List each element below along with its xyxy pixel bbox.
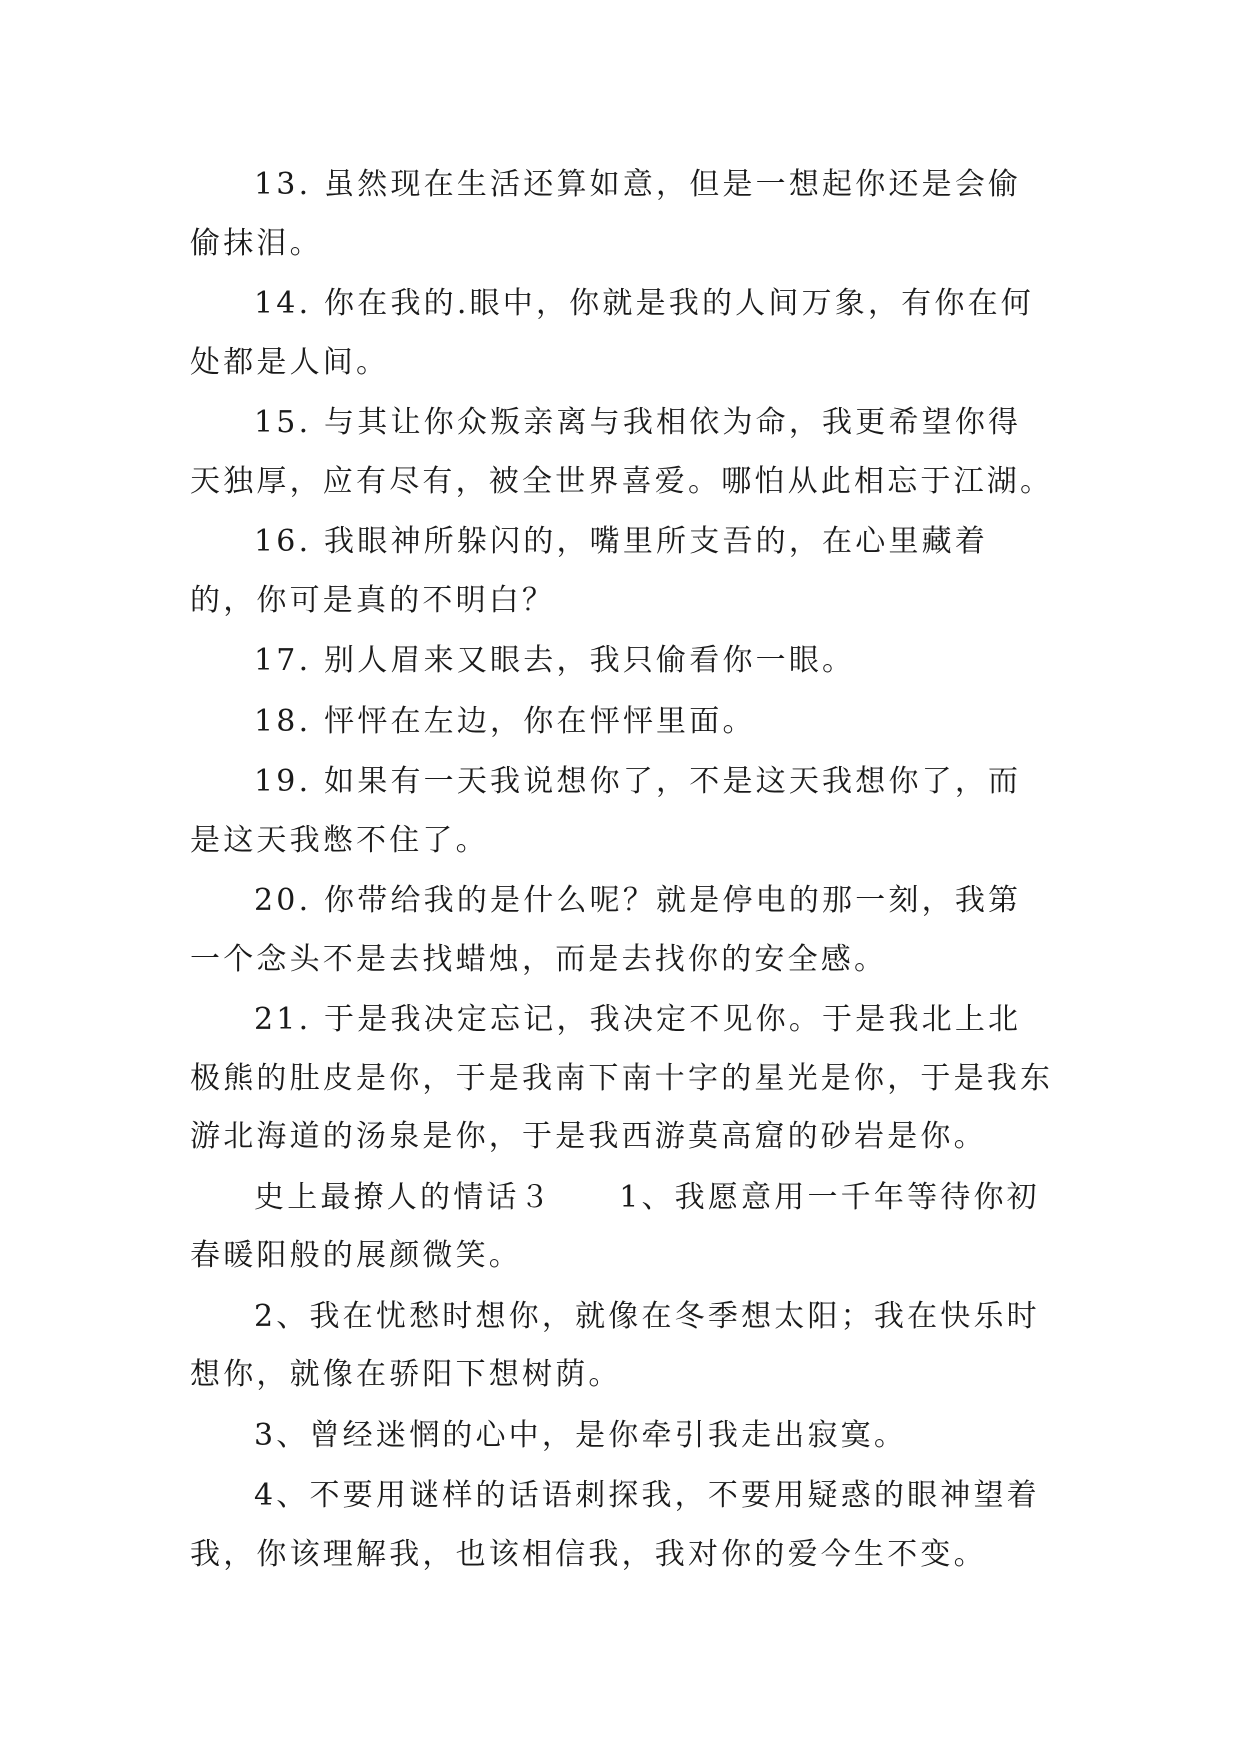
document-body (190, 156, 1054, 1586)
paragraph: 3、曾经迷惘的心中，是你牵引我走出寂寞。 (254, 1417, 908, 1453)
paragraph: 17. 别人眉来又眼去，我只偷看你一眼。 (254, 643, 856, 678)
paragraph: 21. 于是我决定忘记，我决定不见你。于是我北上北极熊的肚皮是你，于是我南下南十字的星光是你，于是我东游北海道的汤泉是你，于是我西游莫高窟的砂岩是你。 (190, 1002, 1054, 1154)
paragraph: 16. 我眼神所躲闪的，嘴里所支吾的，在心里藏着的，你可是真的不明白？ (190, 524, 989, 618)
section-paragraph: 史上最撩人的情话３ 1、我愿意用一千年等待你初春暖阳般的展颜微笑。 (190, 1179, 1040, 1273)
paragraph: 20. 你带给我的是什么呢？就是停电的那一刻，我第一个念头不是去找蜡烛，而是去找你的安全感。 (190, 883, 1022, 977)
paragraph: 18. 怦怦在左边，你在怦怦里面。 (254, 703, 756, 739)
paragraph: 19. 如果有一天我说想你了，不是这天我想你了，而是这天我憋不住了。 (190, 764, 1022, 858)
paragraph: 14. 你在我的.眼中，你就是我的人间万象，有你在何处都是人间。 (190, 286, 1034, 380)
paragraph: 13. 虽然现在生活还算如意，但是一想起你还是会偷偷抹泪。 (190, 167, 1022, 261)
paragraph: 2、我在忧愁时想你，就像在冬季想太阳；我在快乐时想你，就像在骄阳下想树荫。 (190, 1298, 1040, 1392)
paragraph: 15. 与其让你众叛亲离与我相依为命，我更希望你得天独厚，应有尽有，被全世界喜爱。哪怕从此相忘于江湖。 (190, 405, 1054, 499)
paragraph: 4、不要用谜样的话语刺探我，不要用疑惑的眼神望着我，你该理解我，也该相信我，我对你的爱今生不变。 (190, 1478, 1040, 1572)
